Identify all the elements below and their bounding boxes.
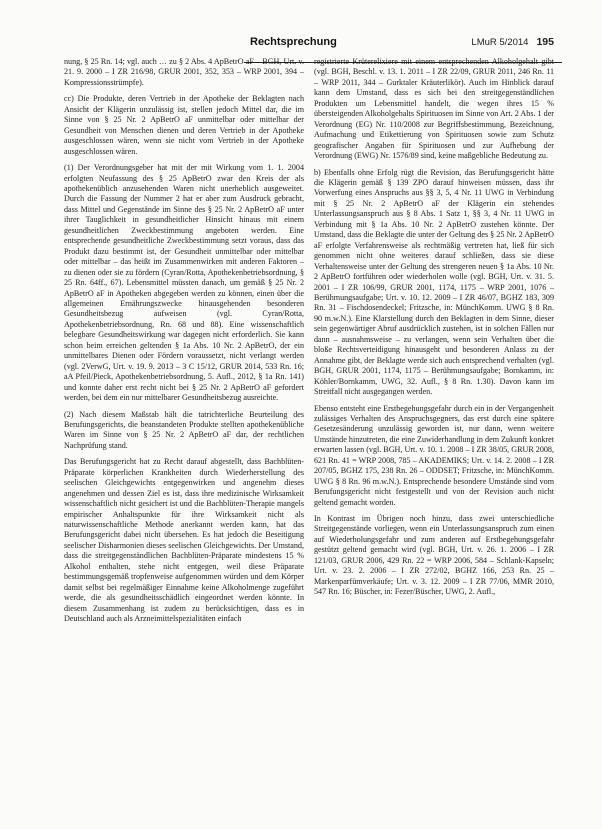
paragraph: Ebenso entsteht eine Erstbegehungsgefahr durch ein in der Vergangenheit zulässiges Verhalten des Anspruchsgegners, das erst durch eine spätere Gesetzesänderung unzulässig geworden ist, nur dann, wenn weitere Umstände hinzutreten, die eine Zuwiderhandlung in dem Zukunft konkret erwarten lassen (vgl. BGH, Urt. v. 10. 1. 2008 – I ZR 38/05, GRUR 2008, 621 Rn. 41 = WRP 2008, 785 – AKADEMIKS; Urt. v. 14. 2. 2008 – I ZR 207/05, BGHZ 175, 238 Rn. 26 – ODDSET; Fritzsche, in: MünchKomm. UWG § 8 Rn. 96 m.w.N.). Entsprechende besondere Umstände sind vom Berufungsgericht nicht festgestellt und von der Revision auch nicht geltend gemacht worden. <box>314 403 554 507</box>
section-title: Rechtsprechung <box>250 36 337 48</box>
paragraph: cc) Die Produkte, deren Vertrieb in der Apotheke der Beklagten nach Ansicht der Klägerin unzulässig ist, stellen jedoch Mittel dar, die im Sinne von § 25 Nr. 2 ApBetrO aF unmittelbar oder mittelbar der Gesundheit von Menschen dienen und deren Vertrieb in der Apotheke ausgeschlossen wären, wenn sie nicht vom Vertrieb in der Apotheke ausgeschlossen wären. <box>64 94 304 156</box>
right-column <box>314 57 554 604</box>
paragraph: Das Berufungsgericht hat zu Recht darauf abgestellt, dass Bachblüten-Präparate körperlichen Krankheiten durch Wiederherstellung des seelischen Gleichgewichts entgegenwirken und angenehm dieses angenehmen und dessen Ziel es ist, dass ihre medizinische Wirksamkeit wissenschaftlich nicht gesichert ist und die Bachblüten-Therapie mangels empirischer Anhaltspunkte für ihre Wirksamkeit nicht als naturwissenschaftliche Methode anerkannt werden kann, hat das Berufungsgericht dabei nicht übersehen. Es hat jedoch die Beseitigung seelischer Disharmonien dieses seelischen Gleichgewichts. Der Umstand, dass die streitgegenständlichen Bachblüten-Präparate mindestens 15 % Alkohol enthalten, stehe nicht entgegen, weil diese Präparate bestimmungsgemäß tropfenweise aufgenommen würden und dem Körper damit selbst bei regelmäßiger Einnahme keine Alkoholmenge zugeführt werde, die als gesundheitsschädlich eingeordnet werden könnte. In diesem Zusammenhang ist zudem zu berücksichtigen, dass es in Deutschland auch als Arzneimittelspezialitäten einfach <box>64 457 304 624</box>
left-column <box>64 57 304 631</box>
running-header <box>0 22 602 48</box>
paragraph: nung, § 25 Rn. 14; vgl. auch … zu § 2 Abs. 4 ApBetrO aF – BGH, Urt. v. 21. 9. 2000 – I ZR 216/98, GRUR 2001, 352, 353 – WRP 2001, 394 – Kompressionsstrümpfe). <box>64 57 304 87</box>
journal-issue: LMuR 5/2014 <box>471 37 529 48</box>
paragraph: registrierte Krüterelixiere mit einem entsprechenden Alkoholgehalt gibt (vgl. BGH, Beschl. v. 13. 1. 2011 – I ZR 22/09, GRUR 2011, 246 Rn. 11 – WRP 2011, 344 – Gurktaler Kräuterlikör). Auch im Hinblick darauf kann dem Umstand, dass es sich bei den streitgegenständlichen Produkten um Lebensmittel handelt, die wegen ihres 15 % übersteigenden Alkoholgehalts Spirituosen im Sinne von Art. 2 Abs. 1 der Verordnung (EG) Nr. 110/2008 zur Begriffsbestimmung, Bezeichnung, Aufmachung und Etikettierung von Spirituosen sowie zum Schutz geografischer Angaben für Spirituosen und zur Aufhebung der Verordnung (EWG) Nr. 1576/89 sind, keine maßgebliche Bedeutung zu. <box>314 57 554 161</box>
paragraph: (2) Nach diesem Maßstab hält die tatrichterliche Beurteilung des Berufungsgerichts, die beanstandeten Produkte stellten apothekenübliche Waren im Sinne von § 25 Nr. 2 ApBetrO aF dar, der rechtlichen Nachprüfung stand. <box>64 409 304 450</box>
paragraph: (1) Der Verordnungsgeber hat mit der mit Wirkung vom 1. 1. 2004 erfolgten Neufassung des § 25 ApBetrO zwar den Kreis der als apothekenüblich anzusehenden Waren nicht unerheblich ausgeweitet. Durch die Fassung der Nummer 2 hat er aber zum Ausdruck gebracht, dass Mittel und Gegenstände im Sinne des § 25 Nr. 2 ApBetrO aF unter ihrer Tauglichkeit in gesundheitlicher Hinsicht hinaus mit einem gesundheitlichen Zweckbestimmung angeboten werden. Eine entsprechende gesundheitliche Zweckbestimmung setzt voraus, dass das Produkt dazu bestimmt ist, der Gesundheit unmittelbar oder mittelbar oder mittelbar – das heißt im Zusammenwirken mit anderen Faktoren – zu dienen oder sie zu fördern (Cyran/Rotta, Apothekenbetriebsordnung, § 25 Rn. 64ff., 67). Lebensmittel müssten danach, um gemäß § 25 Nr. 2 ApBetrO aF in Apotheken abgegeben werden zu können, einen über die allgemeinen Ernährungszwecke hinausgehenden besonderen Gesundheitsbezug aufweisen (vgl. Cyran/Rotta, Apothekenbetriebsordnung, Rn. 68 und 88). Eine wissenschaftlich belegbare Gesundheitswirkung war dagegen nicht erforderlich. Sie kann schon beim erreichen geltenden § 1a Abs. 10 Nr. 2 ApBetrO, der ein unmittelbares Dienen oder Fördern voraussetzt, nicht verlangt werden (vgl. 2VerwG, Urt. v. 19. 9. 2013 – 3 C 15/12, GRUR 2014, 533 Rn. 16; aA Pfeil/Pieck, Apothekenbetriebsordnung, 5. Aufl., 2012, § 1a Rn. 141) und konnte daher erst recht nicht bei § 25 Nr. 2 ApBetrO aF gefordert werden, bei dem ein nur mittelbarer Gesundheitsbezug ausreichte. <box>64 163 304 403</box>
paragraph: b) Ebenfalls ohne Erfolg rügt die Revision, das Berufungsgericht hätte die Klägerin gemäß § 139 ZPO darauf hinweisen müssen, dass ihr Vorwerfung eines Anspruchs aus §§ 3, 5, 4 Nr. 11 UWG in Verbindung mit § 25 Nr. 2 ApBetrO aF der Klägerin ein stehendes Unterlassungsanspruch aus § 8 Abs. 1 Satz 1, §§ 3, 4 Nr. 11 UWG in Verbindung mit § 1a Abs. 10 Nr. 2 ApBetrO zustehen könnte. Der Umstand, dass die Beklagte die unter der Geltung des § 25 Nr. 2 ApBetrO aF erfolgte Verfahrensweise als rechtmäßig vertreten hat, ließ für sich genommen nicht ohne weiteres darauf schließen, dass sie diese Verhaltensweise unter der Geltung des strengeren neuen § 1a Abs. 10 Nr. 2 ApBetrO fortführen oder wiederholen wolle (vgl. BGH, Urt. v. 31. 5. 2001 – I ZR 106/99, GRUR 2001, 1174, 1175 – WRP 2001, 1076 – Berühmungsaufgabe; Urt. v. 10. 12. 2009 – I ZR 46/07, BGHZ 183, 309 Rn. 31 – Fischdosendeckel; Fritzsche, in: MünchKomm. UWG § 8 Rn. 90 m.w.N.). Eine Klarstellung durch den Beklagten in dem Sinne, dieser sein gegenwärtiger Abruf ausdrücklich zustehen, ist in solchen Fällen nur dann – ausnahmsweise – zu verlangen, wenn sein Verhalten über die bloße Rechtsverteidigung hinausgeht und besonderen Anlass zu der Annahme gibt, der Beklagte werde sich auch entsprechend verhalten (vgl. BGH, GRUR 2001, 1174, 1175 – Berühmungsaufgabe; Bornkamm, in: Köhler/Bornkamm, UWG, 32. Aufl., § 8 Rn. 1.30). Davon kann im Streitfall nicht ausgegangen werden. <box>314 167 554 397</box>
paragraph: In Kontrast im Übrigen noch hinzu, dass zwei unterschiedliche Streitgegenstände vorliegen, wenn ein Unterlassungsanspruch zum einen auf Wiederholungsgefahr und zum anderen auf Erstbegehungsgefahr gestützt geltend gemacht wird (vgl. BGH, Urt. v. 26. 1. 2006 – I ZR 121/03, GRUR 2006, 429 Rn. 22 = WRP 2006, 584 – Schlank-Kapseln; Urt. v. 23. 2. 2006 – I ZR 272/02, BGHZ 166, 253 Rn. 25 – Markenparfümverkäufe; Urt. v. 3. 12. 2009 – I ZR 77/06, MMR 2010, 547 Rn. 16; Büscher, in: Fezer/Büscher, UWG, 2. Aufl., <box>314 514 554 597</box>
journal-reference <box>471 36 554 48</box>
page-number: 195 <box>536 36 554 48</box>
